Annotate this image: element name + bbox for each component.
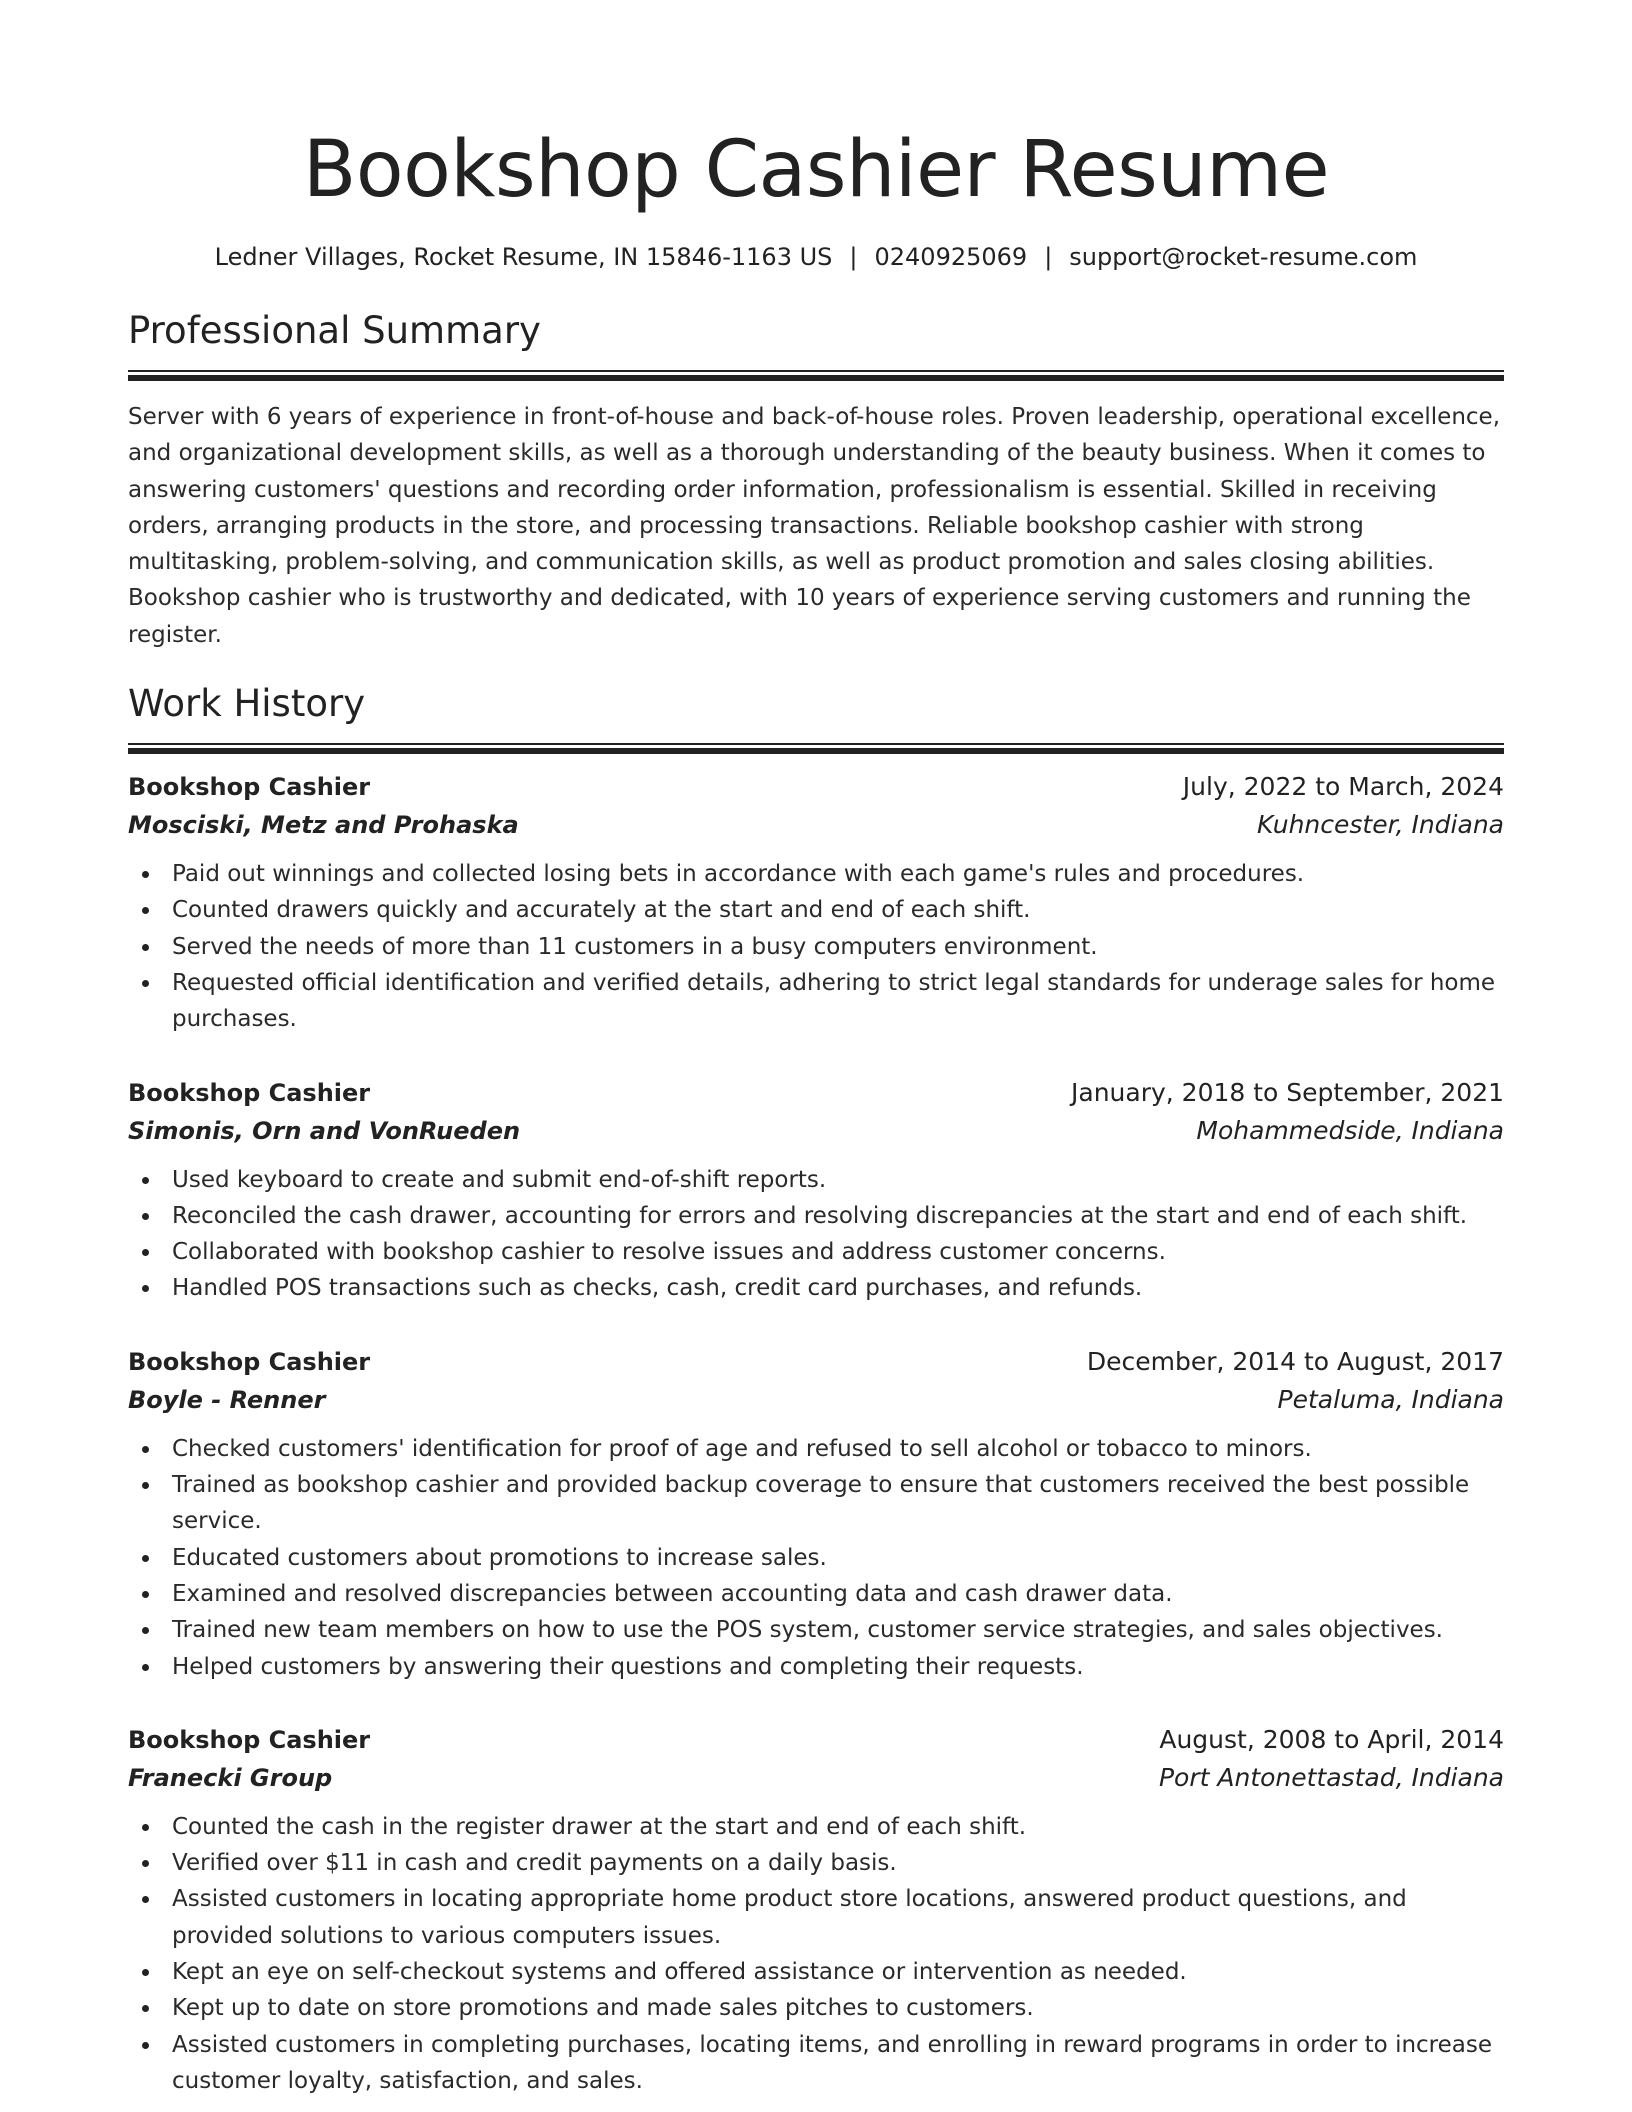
job-bullet-item bbox=[128, 1431, 1504, 1467]
job-bullet-text: Verified over $11 in cash and credit payments on a daily basis. bbox=[172, 1850, 897, 1877]
job-entry bbox=[128, 1721, 1504, 2099]
job-bullet-text: Counted drawers quickly and accurately at the start and end of each shift. bbox=[172, 897, 1031, 924]
job-company-row bbox=[128, 1759, 1504, 1797]
job-bullet-text: Requested official identification and verified details, adhering to strict legal standards for underage sales for home purchases. bbox=[172, 969, 1496, 1033]
summary-heading: Professional Summary bbox=[128, 309, 541, 352]
job-bullet-text: Reconciled the cash drawer, accounting for errors and resolving discrepancies at the start and end of each shift. bbox=[172, 1202, 1468, 1229]
bullet-dot-icon bbox=[142, 1446, 149, 1453]
job-dates: July, 2022 to March, 2024 bbox=[1182, 772, 1504, 802]
job-bullet-text: Assisted customers in locating appropriate home product store locations, answered product questions, and provided solutions to various computers issues. bbox=[172, 1886, 1407, 1949]
job-bullet-item bbox=[128, 1576, 1504, 1612]
bullet-dot-icon bbox=[142, 944, 149, 951]
job-bullet-item bbox=[128, 965, 1504, 1038]
contact-email[interactable]: support@rocket-resume.com bbox=[1069, 243, 1418, 271]
job-bullet-item bbox=[128, 1809, 1504, 1845]
job-bullet-text: Examined and resolved discrepancies between accounting data and cash drawer data. bbox=[172, 1580, 1173, 1607]
job-bullet-text: Used keyboard to create and submit end-of-shift reports. bbox=[172, 1166, 827, 1193]
section-divider bbox=[128, 370, 1504, 379]
job-bullet-text: Served the needs of more than 11 customers in a busy computers environment. bbox=[172, 933, 1098, 960]
bullet-dot-icon bbox=[142, 1555, 149, 1562]
work-history-section bbox=[128, 681, 1504, 2099]
job-bullet-item bbox=[128, 892, 1504, 928]
resume-title: Bookshop Cashier Resume bbox=[302, 125, 1330, 215]
bullet-dot-icon bbox=[142, 1627, 149, 1634]
job-header-row bbox=[128, 768, 1504, 806]
job-company: Boyle - Renner bbox=[128, 1385, 326, 1414]
job-bullet-text: Educated customers about promotions to increase sales. bbox=[172, 1544, 827, 1571]
contact-address: Ledner Villages, Rocket Resume, IN 15846-1163 US bbox=[214, 243, 833, 271]
job-bullet-item bbox=[128, 1954, 1504, 1990]
bullet-dot-icon bbox=[142, 1177, 149, 1184]
job-location: Kuhncester, Indiana bbox=[1257, 810, 1504, 840]
job-entry bbox=[128, 1343, 1504, 1685]
bullet-dot-icon bbox=[142, 1824, 149, 1831]
job-bullet-text: Kept up to date on store promotions and made sales pitches to customers. bbox=[172, 1995, 1034, 2022]
bullet-dot-icon bbox=[142, 1249, 149, 1256]
job-bullet-item bbox=[128, 2027, 1504, 2100]
job-company: Mosciski, Metz and Prohaska bbox=[128, 811, 519, 840]
job-bullet-item bbox=[128, 856, 1504, 892]
bullet-dot-icon bbox=[142, 2042, 149, 2049]
contact-separator: | bbox=[849, 243, 858, 271]
job-bullet-text: Helped customers by answering their questions and completing their requests. bbox=[172, 1653, 1084, 1680]
job-company-row bbox=[128, 1381, 1504, 1419]
contact-line bbox=[128, 240, 1504, 274]
bullet-dot-icon bbox=[142, 1896, 149, 1903]
job-bullet-text: Counted the cash in the register drawer at the start and end of each shift. bbox=[172, 1813, 1027, 1840]
job-bullet-item bbox=[128, 1649, 1504, 1685]
job-bullet-list bbox=[128, 856, 1504, 1037]
bullet-dot-icon bbox=[142, 980, 149, 987]
bullet-dot-icon bbox=[142, 907, 149, 914]
job-header-row bbox=[128, 1343, 1504, 1381]
job-title: Bookshop Cashier bbox=[128, 1078, 371, 1107]
job-bullet-text: Handled POS transactions such as checks, cash, credit card purchases, and refunds. bbox=[172, 1275, 1143, 1302]
job-dates: December, 2014 to August, 2017 bbox=[1086, 1346, 1504, 1376]
job-bullet-text: Trained as bookshop cashier and provided backup coverage to ensure that customers received the best possible service. bbox=[172, 1472, 1470, 1535]
job-bullet-text: Trained new team members on how to use the POS system, customer service strategies, and sales objectives. bbox=[172, 1617, 1443, 1644]
bullet-dot-icon bbox=[142, 2005, 149, 2012]
summary-section bbox=[128, 308, 1504, 653]
job-company-row bbox=[128, 806, 1504, 844]
bullet-dot-icon bbox=[142, 1969, 149, 1976]
job-bullet-item bbox=[128, 1881, 1504, 1954]
job-location: Petaluma, Indiana bbox=[1277, 1384, 1504, 1414]
contact-phone: 0240925069 bbox=[874, 243, 1028, 271]
bullet-dot-icon bbox=[142, 1591, 149, 1598]
job-title: Bookshop Cashier bbox=[128, 773, 371, 802]
bullet-dot-icon bbox=[142, 1285, 149, 1292]
job-bullet-text: Paid out winnings and collected losing bets in accordance with each game's rules and procedures. bbox=[172, 861, 1305, 888]
job-bullet-item bbox=[128, 1540, 1504, 1576]
work-history-heading: Work History bbox=[128, 682, 366, 726]
job-company: Simonis, Orn and VonRueden bbox=[128, 1116, 521, 1145]
resume-page bbox=[128, 0, 1504, 2099]
job-bullet-text: Kept an eye on self-checkout systems and offered assistance or intervention as needed. bbox=[172, 1959, 1187, 1986]
job-company-row bbox=[128, 1112, 1504, 1150]
job-bullet-item bbox=[128, 1845, 1504, 1881]
job-location: Port Antonettastad, Indiana bbox=[1158, 1762, 1504, 1792]
job-bullet-list bbox=[128, 1162, 1504, 1307]
job-title: Bookshop Cashier bbox=[128, 1347, 371, 1376]
job-bullet-item bbox=[128, 1990, 1504, 2026]
job-bullet-text: Assisted customers in completing purchases, locating items, and enrolling in reward programs in order to increase customer loyalty, satisfaction, and sales. bbox=[172, 2031, 1493, 2094]
job-bullet-item bbox=[128, 1467, 1504, 1540]
job-bullet-item bbox=[128, 1612, 1504, 1648]
job-bullet-item bbox=[128, 1198, 1504, 1234]
job-bullet-list bbox=[128, 1431, 1504, 1685]
job-header-row bbox=[128, 1721, 1504, 1759]
job-bullet-text: Collaborated with bookshop cashier to resolve issues and address customer concerns. bbox=[172, 1239, 1166, 1266]
bullet-dot-icon bbox=[142, 1482, 149, 1489]
job-bullet-list bbox=[128, 1809, 1504, 2099]
job-header-row bbox=[128, 1074, 1504, 1112]
job-bullet-item bbox=[128, 1270, 1504, 1306]
job-bullet-item bbox=[128, 1162, 1504, 1198]
job-company: Franecki Group bbox=[128, 1763, 333, 1792]
job-bullet-text: Checked customers' identification for proof of age and refused to sell alcohol or tobacco to minors. bbox=[172, 1435, 1312, 1462]
bullet-dot-icon bbox=[142, 871, 149, 878]
job-title: Bookshop Cashier bbox=[128, 1725, 371, 1754]
job-dates: January, 2018 to September, 2021 bbox=[1071, 1077, 1504, 1107]
job-bullet-item bbox=[128, 929, 1504, 965]
job-bullet-item bbox=[128, 1234, 1504, 1270]
bullet-dot-icon bbox=[142, 1860, 149, 1867]
job-location: Mohammedside, Indiana bbox=[1196, 1115, 1504, 1145]
bullet-dot-icon bbox=[142, 1213, 149, 1220]
job-entry bbox=[128, 768, 1504, 1037]
section-divider bbox=[128, 743, 1504, 752]
summary-text: Server with 6 years of experience in front-of-house and back-of-house roles. Proven leadership, operational excellence, and organizational development skills, as well as a thorough understanding of the beauty business. When it comes to answering customers' questions and recording order information, professionalism is essential. Skilled in receiving orders, arranging products in the store, and processing transactions. Reliable bookshop cashier with strong multitasking, problem-solving, and communication skills, as well as product promotion and sales closing abilities. Bookshop cashier who is trustworthy and dedicated, with 10 years of experience serving customers and running the register. bbox=[128, 404, 1501, 648]
job-dates: August, 2008 to April, 2014 bbox=[1159, 1724, 1504, 1754]
bullet-dot-icon bbox=[142, 1664, 149, 1671]
job-list bbox=[128, 768, 1504, 2099]
contact-separator: | bbox=[1044, 243, 1053, 271]
job-entry bbox=[128, 1074, 1504, 1307]
